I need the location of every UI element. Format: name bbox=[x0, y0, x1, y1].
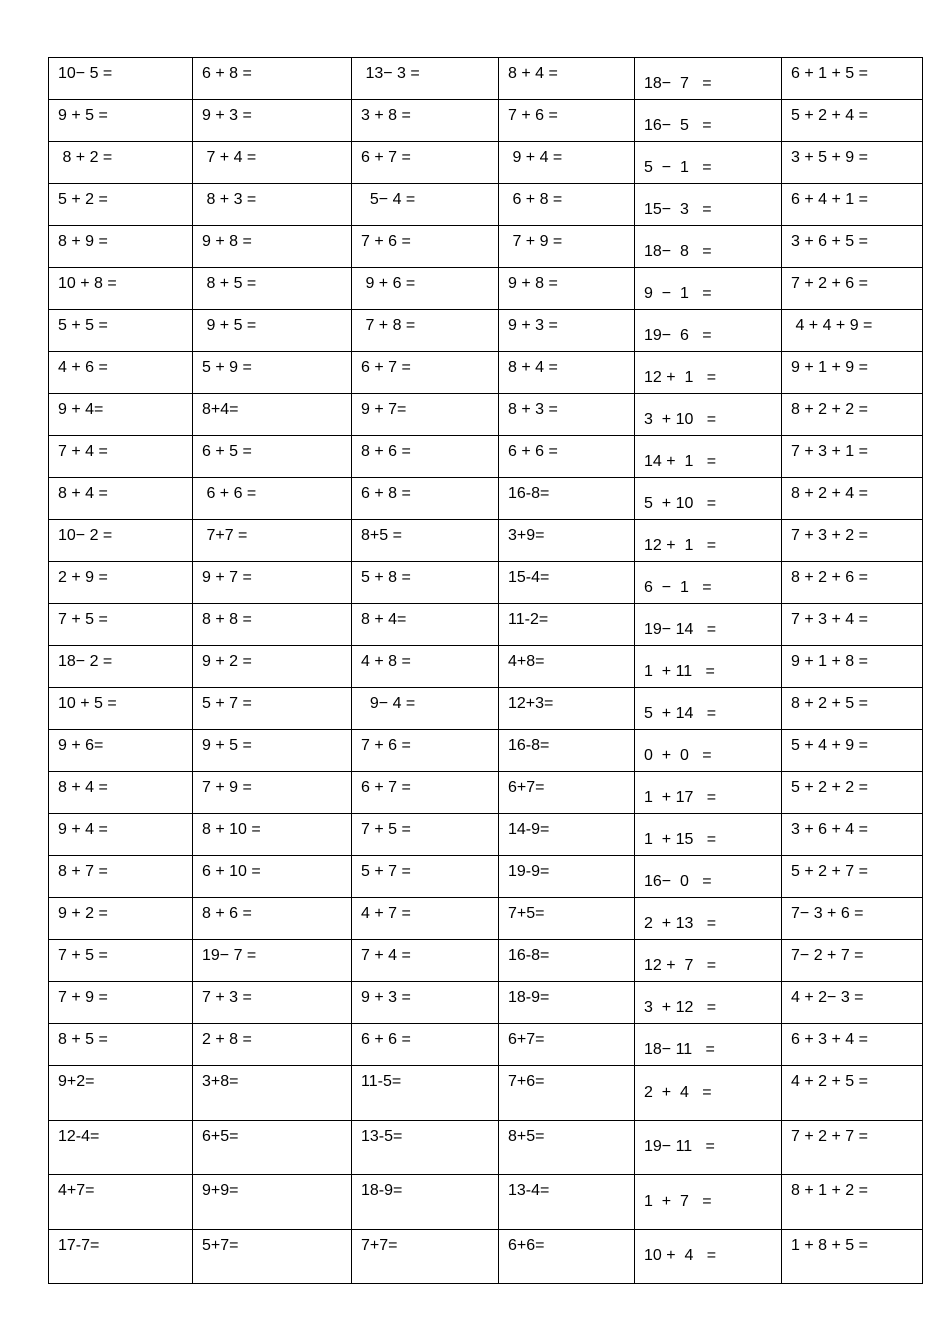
problem-cell: 7 + 2 + 6 = bbox=[782, 268, 923, 310]
problem-cell: 5 + 14 = bbox=[635, 688, 782, 730]
problem-cell: 8 + 9 = bbox=[49, 226, 193, 268]
problem-cell: 18-9= bbox=[499, 982, 635, 1024]
problem-cell: 5 + 2 + 4 = bbox=[782, 100, 923, 142]
problem-cell: 5 + 8 = bbox=[352, 562, 499, 604]
problem-cell: 16− 0 = bbox=[635, 856, 782, 898]
problem-cell: 9+2= bbox=[49, 1066, 193, 1121]
problem-cell: 8 + 2 + 2 = bbox=[782, 394, 923, 436]
problem-cell: 8 + 4 = bbox=[499, 58, 635, 100]
problem-cell: 12+3= bbox=[499, 688, 635, 730]
problem-cell: 9 + 1 + 8 = bbox=[782, 646, 923, 688]
problem-cell: 7 + 5 = bbox=[352, 814, 499, 856]
problem-cell: 1 + 17 = bbox=[635, 772, 782, 814]
problem-cell: 3 + 6 + 5 = bbox=[782, 226, 923, 268]
problem-cell: 8 + 6 = bbox=[352, 436, 499, 478]
problem-cell: 14-9= bbox=[499, 814, 635, 856]
table-row bbox=[49, 1120, 923, 1175]
table-row bbox=[49, 1024, 923, 1066]
problem-cell: 6 + 4 + 1 = bbox=[782, 184, 923, 226]
problem-cell: 9 + 7= bbox=[352, 394, 499, 436]
problem-cell: 6 + 7 = bbox=[352, 352, 499, 394]
table-row bbox=[49, 604, 923, 646]
problem-cell: 16-8= bbox=[499, 478, 635, 520]
problem-cell: 3+9= bbox=[499, 520, 635, 562]
problem-cell: 7+7 = bbox=[193, 520, 352, 562]
problem-cell: 3 + 12 = bbox=[635, 982, 782, 1024]
problem-cell: 5− 4 = bbox=[352, 184, 499, 226]
problem-cell: 8+4= bbox=[193, 394, 352, 436]
problem-cell: 10 + 5 = bbox=[49, 688, 193, 730]
problem-cell: 6 + 7 = bbox=[352, 772, 499, 814]
problem-cell: 9 + 8 = bbox=[193, 226, 352, 268]
problem-cell: 7+7= bbox=[352, 1229, 499, 1284]
table-row bbox=[49, 184, 923, 226]
problem-cell: 10 + 4 = bbox=[635, 1229, 782, 1284]
problem-cell: 8 + 3 = bbox=[499, 394, 635, 436]
problem-cell: 4 + 4 + 9 = bbox=[782, 310, 923, 352]
problem-cell: 19− 6 = bbox=[635, 310, 782, 352]
problem-cell: 18− 2 = bbox=[49, 646, 193, 688]
problem-cell: 6 + 3 + 4 = bbox=[782, 1024, 923, 1066]
problem-cell: 9 + 3 = bbox=[499, 310, 635, 352]
problem-cell: 3 + 10 = bbox=[635, 394, 782, 436]
problem-cell: 6 + 5 = bbox=[193, 436, 352, 478]
table-row bbox=[49, 520, 923, 562]
problem-cell: 8 + 3 = bbox=[193, 184, 352, 226]
problem-cell: 8 + 7 = bbox=[49, 856, 193, 898]
problem-cell: 8 + 1 + 2 = bbox=[782, 1175, 923, 1230]
problem-cell: 6 + 10 = bbox=[193, 856, 352, 898]
problem-cell: 6 + 1 + 5 = bbox=[782, 58, 923, 100]
problem-cell: 16− 5 = bbox=[635, 100, 782, 142]
problem-cell: 7 + 4 = bbox=[49, 436, 193, 478]
table-row bbox=[49, 772, 923, 814]
problem-cell: 8 + 5 = bbox=[49, 1024, 193, 1066]
problem-cell: 2 + 8 = bbox=[193, 1024, 352, 1066]
problem-cell: 5 + 7 = bbox=[352, 856, 499, 898]
problem-cell: 6+5= bbox=[193, 1120, 352, 1175]
problem-cell: 18− 11 = bbox=[635, 1024, 782, 1066]
problem-cell: 8 + 4 = bbox=[49, 478, 193, 520]
problem-cell: 9 + 2 = bbox=[49, 898, 193, 940]
problem-cell: 9 + 4 = bbox=[49, 814, 193, 856]
problem-cell: 7 + 2 + 7 = bbox=[782, 1120, 923, 1175]
problem-cell: 8 + 2 = bbox=[49, 142, 193, 184]
problem-cell: 7 + 4 = bbox=[352, 940, 499, 982]
problem-cell: 10− 5 = bbox=[49, 58, 193, 100]
problem-cell: 19-9= bbox=[499, 856, 635, 898]
problem-cell: 1 + 7 = bbox=[635, 1175, 782, 1230]
table-row bbox=[49, 268, 923, 310]
problem-cell: 7 + 5 = bbox=[49, 940, 193, 982]
problem-cell: 6 + 6 = bbox=[193, 478, 352, 520]
problem-table bbox=[48, 57, 923, 1284]
problem-cell: 8 + 4= bbox=[352, 604, 499, 646]
problem-cell: 5 + 7 = bbox=[193, 688, 352, 730]
table-row bbox=[49, 352, 923, 394]
problem-cell: 3 + 6 + 4 = bbox=[782, 814, 923, 856]
problem-cell: 1 + 8 + 5 = bbox=[782, 1229, 923, 1284]
problem-cell: 13-5= bbox=[352, 1120, 499, 1175]
problem-cell: 12-4= bbox=[49, 1120, 193, 1175]
problem-cell: 6 + 7 = bbox=[352, 142, 499, 184]
problem-cell: 9 + 7 = bbox=[193, 562, 352, 604]
table-row bbox=[49, 100, 923, 142]
problem-table-body bbox=[49, 58, 923, 1284]
problem-cell: 5 − 1 = bbox=[635, 142, 782, 184]
problem-cell: 14 + 1 = bbox=[635, 436, 782, 478]
problem-cell: 8+5= bbox=[499, 1120, 635, 1175]
problem-cell: 5+7= bbox=[193, 1229, 352, 1284]
problem-cell: 2 + 9 = bbox=[49, 562, 193, 604]
problem-cell: 8 + 2 + 4 = bbox=[782, 478, 923, 520]
table-row bbox=[49, 1066, 923, 1121]
table-row bbox=[49, 562, 923, 604]
problem-cell: 5 + 2 = bbox=[49, 184, 193, 226]
problem-cell: 4 + 7 = bbox=[352, 898, 499, 940]
problem-cell: 12 + 7 = bbox=[635, 940, 782, 982]
problem-cell: 5 + 2 + 2 = bbox=[782, 772, 923, 814]
table-row bbox=[49, 226, 923, 268]
table-row bbox=[49, 730, 923, 772]
problem-cell: 5 + 5 = bbox=[49, 310, 193, 352]
problem-cell: 8 + 2 + 5 = bbox=[782, 688, 923, 730]
table-row bbox=[49, 310, 923, 352]
problem-cell: 3 + 8 = bbox=[352, 100, 499, 142]
problem-cell: 7+6= bbox=[499, 1066, 635, 1121]
problem-cell: 6+7= bbox=[499, 1024, 635, 1066]
problem-cell: 8+5 = bbox=[352, 520, 499, 562]
problem-cell: 4+7= bbox=[49, 1175, 193, 1230]
problem-cell: 7 + 3 + 1 = bbox=[782, 436, 923, 478]
problem-cell: 15− 3 = bbox=[635, 184, 782, 226]
problem-cell: 7 + 3 = bbox=[193, 982, 352, 1024]
problem-cell: 4 + 6 = bbox=[49, 352, 193, 394]
table-row bbox=[49, 940, 923, 982]
problem-cell: 8 + 8 = bbox=[193, 604, 352, 646]
problem-cell: 6 + 8 = bbox=[499, 184, 635, 226]
table-row bbox=[49, 898, 923, 940]
problem-cell: 12 + 1 = bbox=[635, 352, 782, 394]
problem-cell: 18− 8 = bbox=[635, 226, 782, 268]
problem-cell: 16-8= bbox=[499, 940, 635, 982]
problem-cell: 6+6= bbox=[499, 1229, 635, 1284]
table-row bbox=[49, 478, 923, 520]
problem-cell: 7− 3 + 6 = bbox=[782, 898, 923, 940]
problem-cell: 13-4= bbox=[499, 1175, 635, 1230]
table-row bbox=[49, 856, 923, 898]
problem-cell: 9 + 3 = bbox=[193, 100, 352, 142]
table-row bbox=[49, 982, 923, 1024]
problem-cell: 4 + 8 = bbox=[352, 646, 499, 688]
table-row bbox=[49, 1175, 923, 1230]
problem-cell: 9 + 1 + 9 = bbox=[782, 352, 923, 394]
problem-cell: 4 + 2 + 5 = bbox=[782, 1066, 923, 1121]
problem-cell: 5 + 2 + 7 = bbox=[782, 856, 923, 898]
problem-cell: 8 + 4 = bbox=[49, 772, 193, 814]
problem-cell: 16-8= bbox=[499, 730, 635, 772]
table-row bbox=[49, 142, 923, 184]
problem-cell: 3+8= bbox=[193, 1066, 352, 1121]
problem-cell: 7+5= bbox=[499, 898, 635, 940]
table-row bbox=[49, 646, 923, 688]
problem-cell: 7 + 3 + 2 = bbox=[782, 520, 923, 562]
problem-cell: 5 + 10 = bbox=[635, 478, 782, 520]
problem-cell: 19− 11 = bbox=[635, 1120, 782, 1175]
table-row bbox=[49, 436, 923, 478]
problem-cell: 9 − 1 = bbox=[635, 268, 782, 310]
problem-cell: 7 + 4 = bbox=[193, 142, 352, 184]
problem-cell: 18− 7 = bbox=[635, 58, 782, 100]
problem-cell: 19− 7 = bbox=[193, 940, 352, 982]
problem-cell: 11-5= bbox=[352, 1066, 499, 1121]
problem-cell: 18-9= bbox=[352, 1175, 499, 1230]
problem-cell: 6 + 6 = bbox=[499, 436, 635, 478]
table-row bbox=[49, 58, 923, 100]
problem-cell: 7 + 8 = bbox=[352, 310, 499, 352]
problem-cell: 4+8= bbox=[499, 646, 635, 688]
problem-cell: 4 + 2− 3 = bbox=[782, 982, 923, 1024]
problem-cell: 12 + 1 = bbox=[635, 520, 782, 562]
problem-cell: 6 + 8 = bbox=[193, 58, 352, 100]
problem-cell: 6 − 1 = bbox=[635, 562, 782, 604]
problem-cell: 8 + 6 = bbox=[193, 898, 352, 940]
problem-cell: 6+7= bbox=[499, 772, 635, 814]
table-row bbox=[49, 394, 923, 436]
problem-cell: 9 + 4= bbox=[49, 394, 193, 436]
problem-cell: 9+9= bbox=[193, 1175, 352, 1230]
problem-cell: 8 + 4 = bbox=[499, 352, 635, 394]
problem-cell: 7 + 9 = bbox=[49, 982, 193, 1024]
table-row bbox=[49, 814, 923, 856]
problem-cell: 9 + 3 = bbox=[352, 982, 499, 1024]
problem-cell: 19− 14 = bbox=[635, 604, 782, 646]
problem-cell: 1 + 15 = bbox=[635, 814, 782, 856]
problem-cell: 3 + 5 + 9 = bbox=[782, 142, 923, 184]
problem-cell: 9 + 5 = bbox=[193, 310, 352, 352]
problem-cell: 7 + 5 = bbox=[49, 604, 193, 646]
problem-cell: 2 + 13 = bbox=[635, 898, 782, 940]
problem-cell: 1 + 11 = bbox=[635, 646, 782, 688]
problem-cell: 9 + 2 = bbox=[193, 646, 352, 688]
problem-cell: 2 + 4 = bbox=[635, 1066, 782, 1121]
problem-cell: 9 + 5 = bbox=[49, 100, 193, 142]
problem-cell: 17-7= bbox=[49, 1229, 193, 1284]
problem-cell: 15-4= bbox=[499, 562, 635, 604]
problem-cell: 7 + 6 = bbox=[352, 730, 499, 772]
problem-cell: 9 + 8 = bbox=[499, 268, 635, 310]
problem-cell: 6 + 6 = bbox=[352, 1024, 499, 1066]
problem-cell: 9 + 6= bbox=[49, 730, 193, 772]
table-row bbox=[49, 688, 923, 730]
problem-cell: 9 + 4 = bbox=[499, 142, 635, 184]
problem-cell: 7 + 3 + 4 = bbox=[782, 604, 923, 646]
problem-cell: 7− 2 + 7 = bbox=[782, 940, 923, 982]
problem-cell: 5 + 4 + 9 = bbox=[782, 730, 923, 772]
problem-cell: 9 + 5 = bbox=[193, 730, 352, 772]
problem-cell: 10 + 8 = bbox=[49, 268, 193, 310]
problem-cell: 8 + 2 + 6 = bbox=[782, 562, 923, 604]
problem-cell: 7 + 6 = bbox=[352, 226, 499, 268]
problem-cell: 10− 2 = bbox=[49, 520, 193, 562]
problem-cell: 9− 4 = bbox=[352, 688, 499, 730]
problem-cell: 0 + 0 = bbox=[635, 730, 782, 772]
problem-cell: 8 + 5 = bbox=[193, 268, 352, 310]
problem-cell: 7 + 6 = bbox=[499, 100, 635, 142]
math-worksheet bbox=[48, 57, 922, 1284]
problem-cell: 13− 3 = bbox=[352, 58, 499, 100]
problem-cell: 7 + 9 = bbox=[499, 226, 635, 268]
table-row bbox=[49, 1229, 923, 1284]
problem-cell: 8 + 10 = bbox=[193, 814, 352, 856]
problem-cell: 5 + 9 = bbox=[193, 352, 352, 394]
problem-cell: 11-2= bbox=[499, 604, 635, 646]
problem-cell: 7 + 9 = bbox=[193, 772, 352, 814]
problem-cell: 9 + 6 = bbox=[352, 268, 499, 310]
problem-cell: 6 + 8 = bbox=[352, 478, 499, 520]
